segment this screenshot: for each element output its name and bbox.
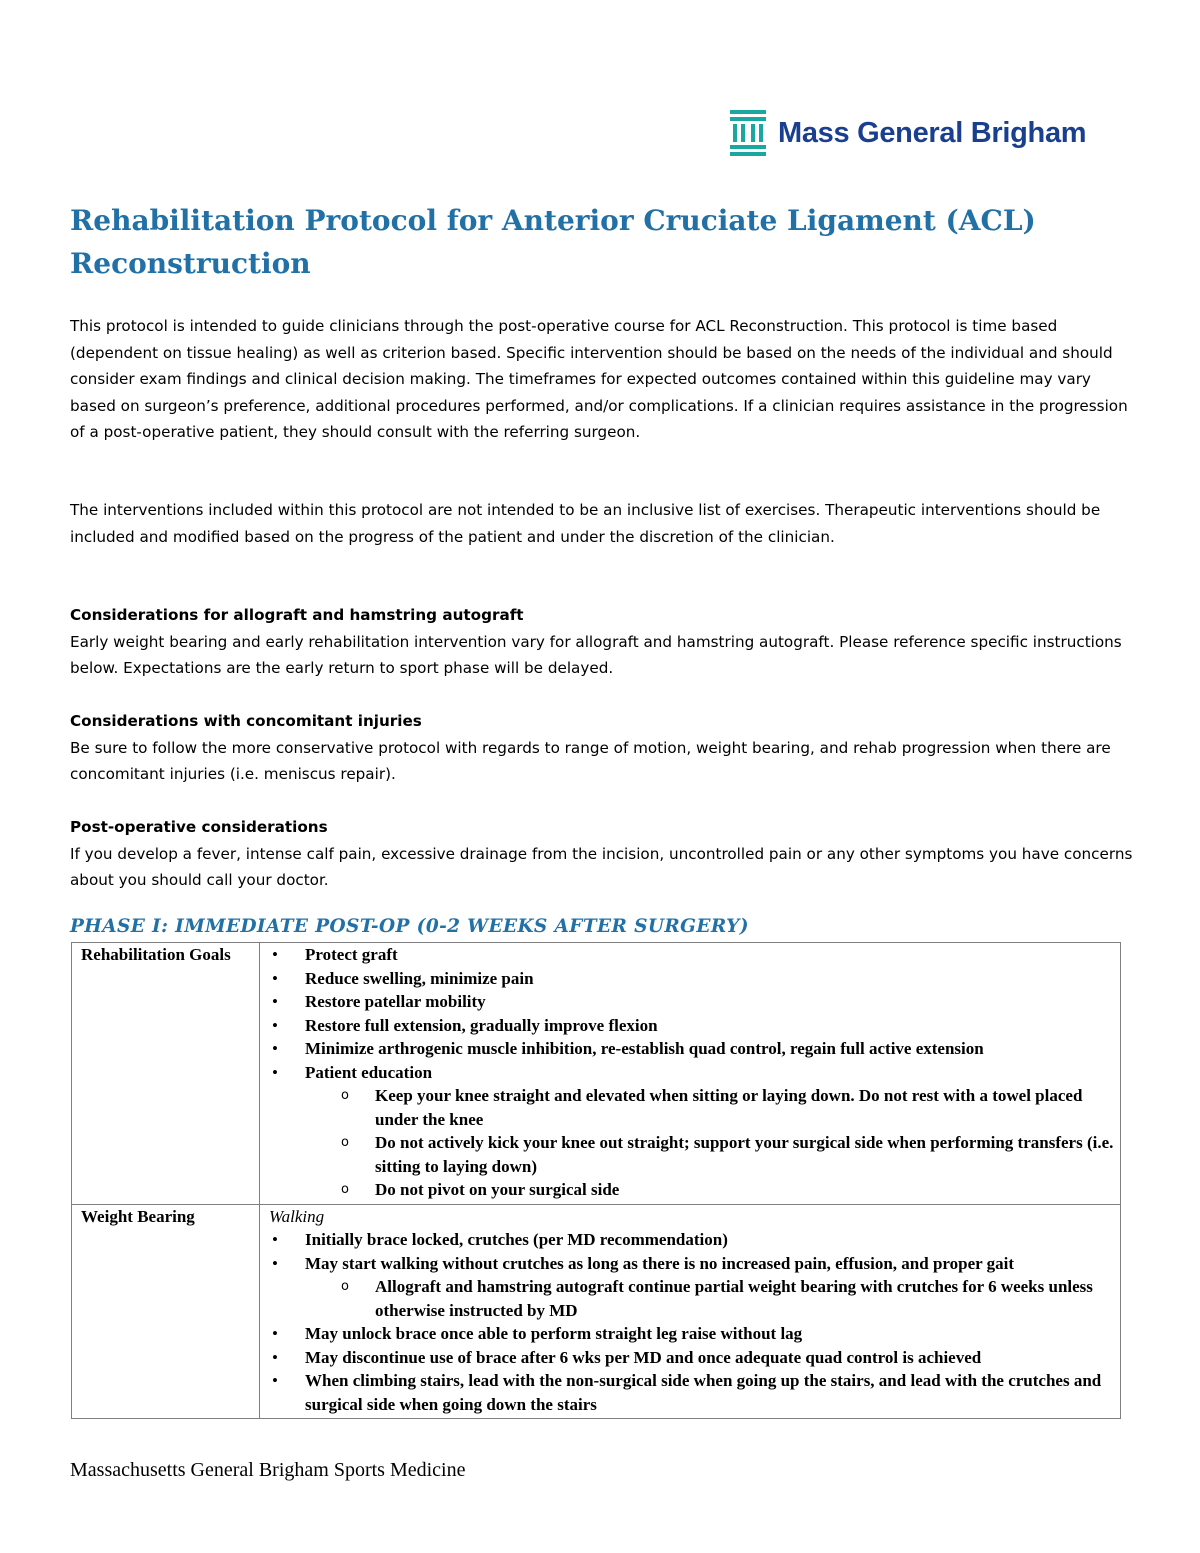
table-row-weight-bearing [72, 1204, 1121, 1419]
education-sublist [305, 1084, 1116, 1202]
document-title: Rehabilitation Protocol for Anterior Cruciate Ligament (ACL) Reconstruction [70, 204, 1036, 280]
phase-table [71, 942, 1121, 1419]
list-item: • May discontinue use of brace after 6 wks per MD and once adequate quad control is achieved [269, 1346, 1116, 1370]
list-item: • When climbing stairs, lead with the non-surgical side when going up the stairs, and lead with the crutches and surgical side when going down the stairs [269, 1369, 1116, 1416]
section-text: If you develop a fever, intense calf pain, excessive drainage from the incision, uncontrolled pain or any other symptoms you have concerns about you should call your doctor. [70, 844, 1133, 889]
section-heading: Considerations with concomitant injuries [70, 712, 422, 730]
table-row-goals [72, 943, 1121, 1205]
intro-paragraph-1: This protocol is intended to guide clinicians through the post-operative course for ACL Reconstruction. This protocol is time based (dependent on tissue healing) as well as criterion based. Specific intervention should be based on the needs of the individual and should consider exam findings and clinical decision making. The timeframes for expected outcomes contained within this guideline may vary based on surgeon’s preference, additional procedures performed, and/or complications. If a clinician requires assistance in the progression of a post-operative patient, they should consult with the referring surgeon. [70, 317, 1128, 441]
brand-logo [728, 108, 1086, 158]
building-columns-icon [728, 108, 768, 158]
section-concomitant [70, 708, 1140, 788]
section-post-op [70, 814, 1140, 894]
section-allograft [70, 602, 1140, 682]
sub-list-item: o Do not actively kick your knee out straight; support your surgical side when performing transfers (i.e. sitting to laying down) [305, 1131, 1116, 1178]
phase-heading: PHASE I: IMMEDIATE POST-OP (0-2 WEEKS AFTER SURGERY) [70, 916, 749, 937]
list-item-label: Patient education [305, 1062, 433, 1082]
list-item-walking [269, 1252, 1116, 1323]
row-content [260, 1204, 1121, 1419]
list-item: • Minimize arthrogenic muscle inhibition, re-establish quad control, regain full active extension [269, 1037, 1116, 1061]
section-text: Early weight bearing and early rehabilitation intervention vary for allograft and hamstring autograft. Please reference specific instructions below. Expectations are the early return to sport phase will be delayed. [70, 632, 1122, 677]
weight-bearing-list [269, 1228, 1116, 1416]
list-item: • Restore full extension, gradually improve flexion [269, 1014, 1116, 1038]
sub-list-item: o Keep your knee straight and elevated when sitting or laying down. Do not rest with a towel placed under the knee [305, 1084, 1116, 1131]
list-item-label: May start walking without crutches as long as there is no increased pain, effusion, and proper gait [305, 1253, 1015, 1273]
brand-name: Mass General Brigham [778, 116, 1087, 149]
list-item: • Initially brace locked, crutches (per MD recommendation) [269, 1228, 1116, 1252]
list-item: • Reduce swelling, minimize pain [269, 967, 1116, 991]
goals-list [269, 943, 1116, 1202]
section-heading: Post-operative considerations [70, 818, 328, 836]
sub-list-item: o Do not pivot on your surgical side [305, 1178, 1116, 1202]
list-item-education [269, 1061, 1116, 1202]
row-label: Weight Bearing [72, 1204, 260, 1419]
row-content [260, 943, 1121, 1205]
list-item: • Restore patellar mobility [269, 990, 1116, 1014]
list-item: • Protect graft [269, 943, 1116, 967]
list-item: • May unlock brace once able to perform straight leg raise without lag [269, 1322, 1116, 1346]
page-footer: Massachusetts General Brigham Sports Medicine [70, 1459, 466, 1481]
sub-list-item: o Allograft and hamstring autograft continue partial weight bearing with crutches for 6 weeks unless otherwise instructed by MD [305, 1275, 1116, 1322]
intro-paragraph-2: The interventions included within this protocol are not intended to be an inclusive list of exercises. Therapeutic interventions should be included and modified based on the progress of the patient and under the discretion of the clinician. [70, 501, 1101, 546]
row-subheading: Walking [269, 1206, 325, 1226]
section-heading: Considerations for allograft and hamstring autograft [70, 606, 524, 624]
walking-sublist [305, 1275, 1116, 1322]
section-text: Be sure to follow the more conservative protocol with regards to range of motion, weight bearing, and rehab progression when there are concomitant injuries (i.e. meniscus repair). [70, 738, 1111, 783]
row-label: Rehabilitation Goals [72, 943, 260, 1205]
